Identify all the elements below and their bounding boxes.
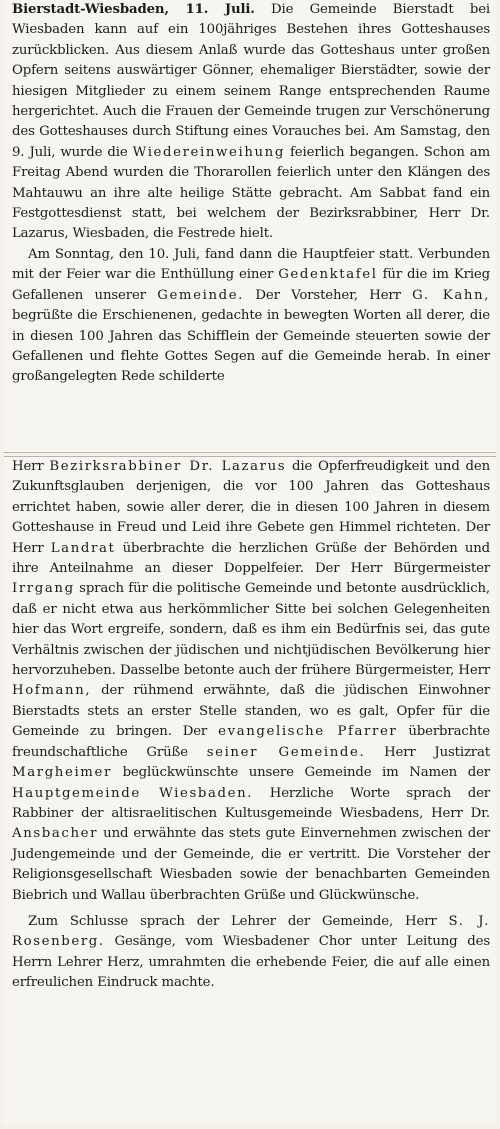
- spaced-text-run: seiner Gemeinde.: [206, 744, 366, 760]
- text-run: Herr: [12, 459, 44, 474]
- newspaper-clipping-1: [4, 0, 496, 453]
- text-run: Herzliche Worte sprach der Rabbiner der altisraelitischen Kultusgemeinde Wiesbadens, Herr Dr.: [12, 785, 491, 821]
- spaced-text-run: Hauptgemeinde Wiesbaden.: [12, 785, 254, 801]
- article-paragraph-4: [12, 912, 490, 994]
- newspaper-clipping-2: [4, 456, 496, 1125]
- text-run: sprach für die politische Gemeinde und betonte ausdrücklich, daß er nicht etwa aus herkömmlicher Sitte bei solchen Gelegenheiten hier das Wort ergreife, sondern, daß es ihm ein Bedürfnis sei, das gute Verhältnis zwischen der jüdischen und nichtjüdischen Bevölkerung hier hervorzuheben. Dasselbe betonte auch der frühere Bürgermeister, Herr: [12, 581, 491, 679]
- text-run: Am Sonntag, den 10. Juli, fand dann die Hauptfeier statt. Verbunden mit der Feier war die Enthüllung einer: [12, 246, 490, 283]
- spaced-text-run: Landrat: [50, 540, 116, 556]
- spaced-text-run: evangelische Pfarrer: [218, 724, 398, 740]
- spaced-text-run: Hofmann,: [12, 683, 92, 699]
- text-run: Zum Schlusse sprach der Lehrer der Gemeinde, Herr: [28, 913, 437, 929]
- text-run: überbrachte freundschaftliche Grüße: [12, 724, 491, 760]
- text-run: der rühmend erwähnte, daß die jüdischen Einwohner Bierstadts stets an erster Stelle standen, wo es galt, Opfer für die Gemeinde zu bringen. Der: [12, 683, 490, 740]
- text-run: überbrachte die herzlichen Grüße der Behörden und ihre Anteilnahme an dieser Doppelfeier. Der Herr Bürgermeister: [12, 540, 491, 577]
- spaced-text-run: G. Kahn,: [412, 287, 491, 303]
- spaced-text-run: Irrgang: [12, 581, 75, 597]
- spaced-text-run: Gemeinde.: [157, 287, 245, 303]
- spaced-text-run: Gedenktafel: [278, 267, 378, 283]
- text-run: für die im Krieg Gefallenen unserer: [12, 267, 490, 303]
- text-run: feierlich begangen. Schon am Freitag Abend wurden die Thorarollen feierlich unter den Klängen des Mahtauwu an ihre alte heilige Stätte gebracht. Am Sabbat fand ein Festgottesdienst statt, bei welchem der Bezirksrabbiner, Herr Dr. Lazarus, Wiesbaden, die Festrede hielt.: [12, 144, 491, 242]
- spaced-text-run: Margheimer: [12, 765, 112, 781]
- text-run: die Opferfreudigkeit und den Zukunftsglauben derjenigen, die vor 100 Jahren das Gotteshaus errichtet haben, sowie aller derer, die in diesen 100 Jahren in diesem Gotteshause in Freud und Leid ihre Gebete gen Himmel richteten. Der Herr: [12, 459, 490, 556]
- text-run: Die Gemeinde Bierstadt bei Wiesbaden kann auf ein 100jähriges Bestehen ihres Gotteshauses zurückblicken. Aus diesem Anlaß wurde das Gotteshaus unter großen Opfern seitens auswärtiger Gönner, ehemaliger Bierstädter, sowie der hiesigen Mitglieder zu einem seinem Range entsprechenden Raume hergerichtet. Auch die Frauen der Gemeinde trugen zur Verschönerung des Gotteshauses durch Stiftung eines Vorauches bei. Am Samstag, den 9. Juli, wurde die: [12, 2, 491, 160]
- article-paragraph-1: [12, 0, 490, 245]
- text-run: Gesänge, vom Wiesbadener Chor unter Leitung des Herrn Lehrer Herz, umrahmten die erhebende Feier, die auf alle einen erfreulichen Eindruck machte.: [12, 934, 491, 991]
- text-run: beglückwünschte unsere Gemeinde im Namen der: [122, 765, 491, 781]
- article-paragraph-3: [12, 457, 490, 906]
- text-run: und erwähnte das stets gute Einvernehmen zwischen der Judengemeinde und der Gemeinde, die er vertritt. Die Vorsteher der Religionsgesellschaft Wiesbaden sowie der benachbarten Gemeinden Biebrich und Wallau überbrachten Grüße und Glückwünsche.: [12, 826, 490, 903]
- spaced-text-run: Bezirksrabbiner Dr. Lazarus: [49, 459, 287, 474]
- spaced-text-run: S. J. Rosenberg.: [12, 913, 490, 950]
- spaced-text-run: Ansbacher: [12, 826, 99, 842]
- article-paragraph-2: [12, 245, 490, 388]
- text-run: Der Vorsteher, Herr: [255, 287, 401, 303]
- text-run: begrüßte die Erschienenen, gedachte in bewegten Worten all derer, die in diesen 100 Jahren das Schifflein der Gemeinde steuerten sowie der Gefallenen und flehte Gottes Segen auf die Gemeinde herab. In einer großangelegten Rede schilderte: [12, 308, 490, 385]
- dateline: Bierstadt-Wiesbaden, 11. Juli.: [12, 2, 255, 17]
- text-run: Herr Justizrat: [384, 744, 490, 760]
- spaced-text-run: Wiedereinweihung: [132, 144, 285, 160]
